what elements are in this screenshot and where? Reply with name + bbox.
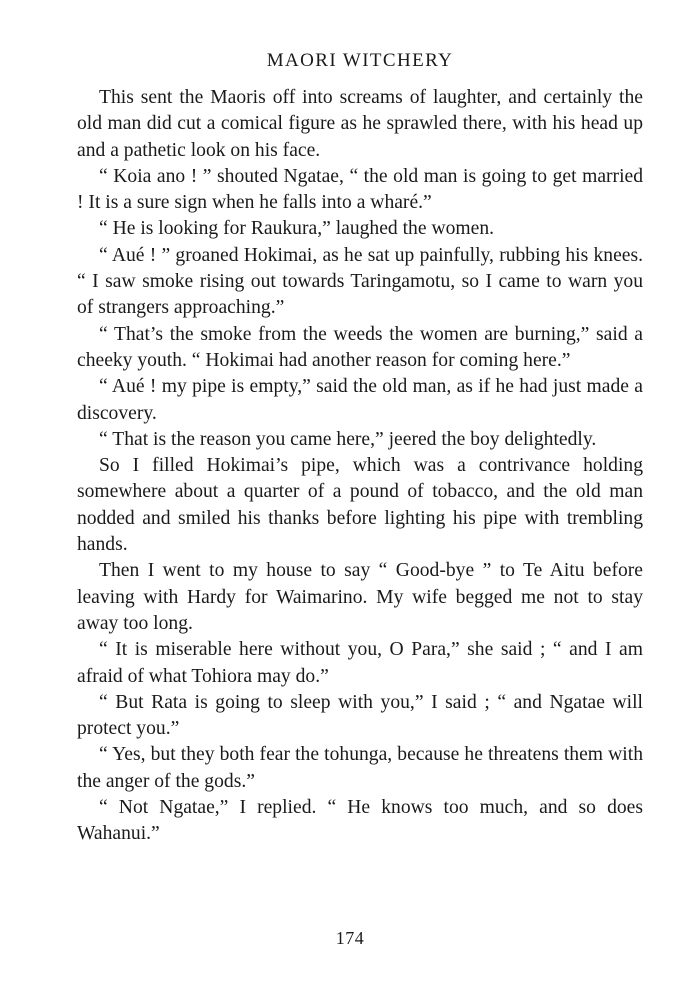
running-head-title: MAORI WITCHERY <box>266 50 454 71</box>
paragraph: “ Not Ngatae,” I replied. “ He knows too much, and so does Wahanui.” <box>77 797 643 845</box>
paragraph: “ Yes, but they both fear the tohunga, because he threatens them with the anger of the gods.” <box>77 744 643 792</box>
paragraph: “ That is the reason you came here,” jeered the boy delightedly. <box>99 428 597 450</box>
paragraph: “ But Rata is going to sleep with you,” I said ; “ and Ngatae will protect you.” <box>77 691 643 740</box>
paragraph: Then I went to my house to say “ Good-bye ” to Te Aitu before leaving with Hardy for Waimarino. My wife begged me not to stay away too long. <box>77 560 643 634</box>
paragraph: “ Aué ! my pipe is empty,” said the old man, as if he had just made a discovery. <box>77 376 643 424</box>
paragraph: So I filled Hokimai’s pipe, which was a contrivance holding somewhere about a quarter of a pound of tobacco, and the old man nodded and smiled his thanks before lighting his pipe with trembling hands. <box>77 455 643 556</box>
paragraph: “ It is miserable here without you, O Para,” she said ; “ and I am afraid of what Tohiora may do.” <box>77 639 643 687</box>
paragraph: This sent the Maoris off into screams of laughter, and certainly the old man did cut a comical figure as he sprawled there, with his head up and a pathetic look on his face. <box>77 87 643 161</box>
book-page <box>77 48 643 848</box>
page-number: 174 <box>335 928 365 948</box>
paragraph: “ Aué ! ” groaned Hokimai, as he sat up painfully, rubbing his knees. “ I saw smoke rising out towards Taringamotu, so I came to warn you of strangers approaching.” <box>77 244 643 319</box>
body-text <box>77 85 643 848</box>
paragraph: “ Koia ano ! ” shouted Ngatae, “ the old man is going to get married ! It is a sure sign when he falls into a wharé.” <box>77 165 643 214</box>
paragraph: “ That’s the smoke from the weeds the women are burning,” said a cheeky youth. “ Hokimai had another reason for coming here.” <box>77 323 643 371</box>
paragraph: “ He is looking for Raukura,” laughed the women. <box>99 218 495 240</box>
